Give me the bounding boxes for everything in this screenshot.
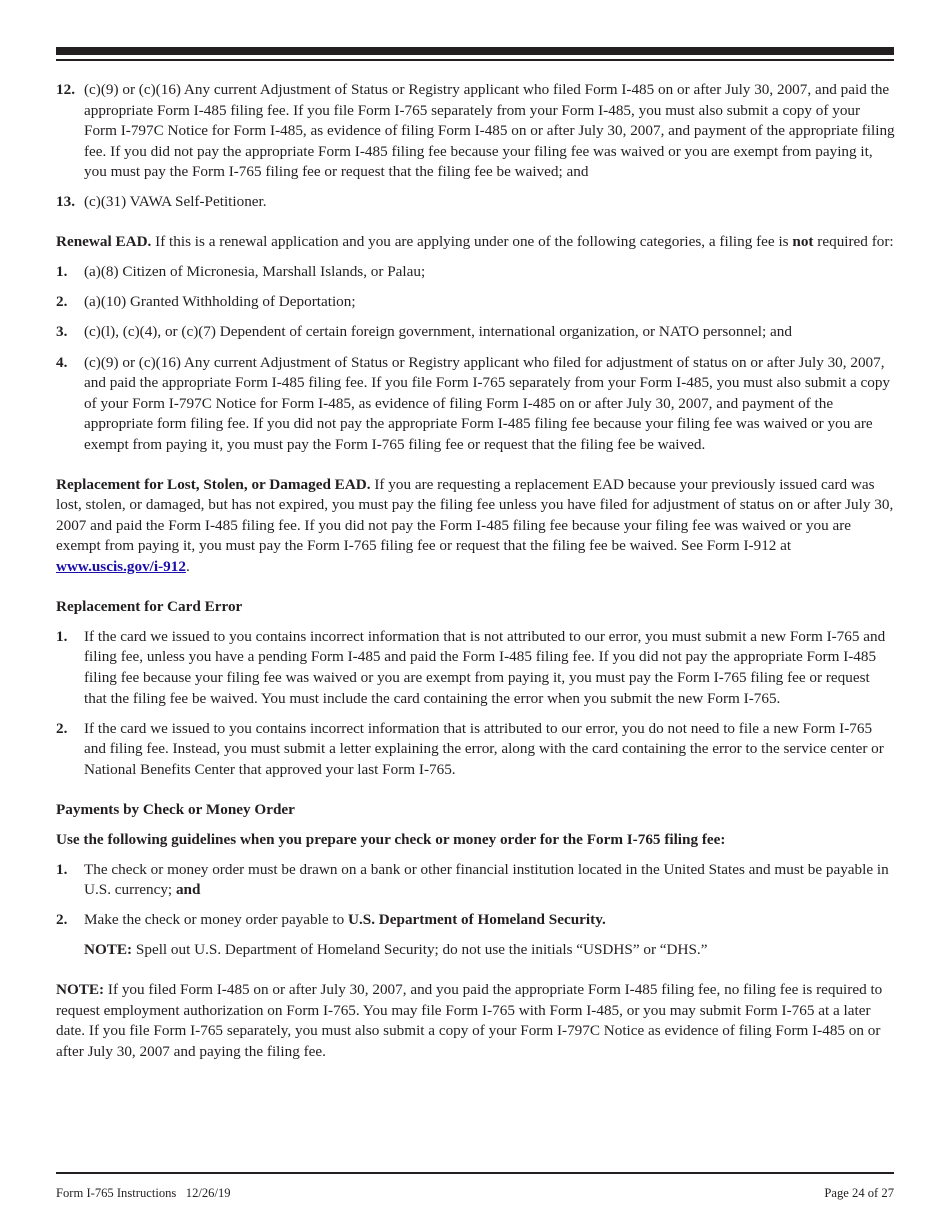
- item-number: 4.: [56, 353, 68, 371]
- item-number: 12.: [56, 81, 75, 98]
- renewal-bold: not: [792, 233, 814, 251]
- list-item: [56, 192, 896, 213]
- item-number: 1.: [56, 263, 68, 281]
- card-error-heading: Replacement for Card Error: [56, 597, 243, 615]
- sentence-end: .: [185, 557, 190, 575]
- header-rule-thin: [56, 59, 894, 61]
- item-text: (a)(8) Citizen of Micronesia, Marshall Islands, or Palau;: [84, 263, 426, 281]
- list-item: [56, 627, 896, 709]
- final-note: [56, 980, 896, 1062]
- item-text: If the card we issued to you contains incorrect information that is attributed to our error, you do not need to file a new Form I-765 and filing fee. Instead, you must submit a letter explaining the error, along with the card containing the error to the service center or National Benefits Center that approved your last Form I-765.: [84, 719, 884, 778]
- item-text-bold: U.S. Department of Homeland Security.: [348, 911, 606, 929]
- payments-heading: Payments by Check or Money Order: [56, 800, 295, 818]
- header-rule-thick: [56, 47, 894, 55]
- item-text: (c)(l), (c)(4), or (c)(7) Dependent of certain foreign government, international organization, or NATO personnel; and: [84, 323, 792, 341]
- payments-note: [84, 940, 896, 961]
- note-text: If you filed Form I-485 on or after July 30, 2007, and you paid the appropriate Form I-485 filing fee, no filing fee is required to request employment authorization on Form I-765. You may file Form I-765 with Form I-485, or you may submit Form I-765 at a later date. If you file Form I-765 separately, you must also submit a copy of your Form I-797C Notice as evidence of filing Form I-485 on or after July 30, 2007 and paying the filing fee.: [56, 981, 883, 1060]
- item-number: 1.: [56, 627, 68, 645]
- footer-page-number: Page 24 of 27: [824, 1186, 894, 1200]
- footer-rule: [56, 1172, 894, 1174]
- renewal-text: If this is a renewal application and you are applying under one of the following categories, a filing fee is: [151, 233, 793, 251]
- list-item: [56, 80, 896, 183]
- item-number: 2.: [56, 293, 68, 311]
- note-text: Spell out U.S. Department of Homeland Security; do not use the initials “USDHS” or “DHS.”: [132, 941, 708, 959]
- i912-link[interactable]: www.uscis.gov/i-912: [56, 557, 186, 575]
- item-text: If the card we issued to you contains incorrect information that is not attributed to our error, you must submit a new Form I-765 and filing fee, unless you have a pending Form I-485 and paid the Form I-485 filing fee. If you did not pay the appropriate Form I-485 filing fee because your filing fee was waived or you are exempt from paying it, you must pay the Form I-765 filing fee or request that the filing fee be waived. You must include the card containing the error when you submit the new Form I-765.: [84, 627, 886, 707]
- item-text: [84, 860, 896, 901]
- list-item: [56, 292, 896, 313]
- item-number: 1.: [56, 860, 68, 878]
- item-number: 2.: [56, 911, 68, 929]
- renewal-paragraph: [56, 232, 896, 253]
- list-item: [56, 262, 896, 283]
- item-text: (c)(31) VAWA Self-Petitioner.: [84, 193, 267, 211]
- list-item: [56, 353, 896, 456]
- list-item: [56, 910, 896, 931]
- item-text: (c)(9) or (c)(16) Any current Adjustment of Status or Registry applicant who filed for adjustment of status on or after July 30, 2007, and paid the appropriate Form I-485 filing fee. If you file Form I-765 separately from your Form I-485, you must also submit a copy of your Form I-797C Notice for Form I-485, as evidence of filing Form I-485 on or after July 30, 2007, and payment of the appropriate form filing fee. If you did not pay the appropriate Form I-485 filing fee because your filing fee was waived or you are exempt from paying it, you must pay the Form I-765 filing fee or request that the filing fee be waived.: [84, 353, 891, 453]
- item-text-body: The check or money order must be drawn on a bank or other financial institution located in the United States and must be payable in U.S. currency;: [84, 860, 889, 899]
- item-number: 2.: [56, 719, 68, 737]
- replacement-lost-paragraph: [56, 475, 896, 578]
- page-content: [56, 80, 896, 1072]
- item-text-bold: and: [175, 881, 201, 899]
- list-item: [56, 719, 896, 781]
- item-text-body: Make the check or money order payable to: [84, 911, 348, 929]
- item-text: (a)(10) Granted Withholding of Deportation;: [84, 293, 356, 311]
- note-label: NOTE:: [84, 941, 133, 959]
- item-text: [84, 910, 896, 931]
- item-number: 3.: [56, 323, 68, 341]
- item-number: 13.: [56, 193, 75, 211]
- note-label: NOTE:: [56, 981, 105, 999]
- renewal-text-end: required for:: [813, 233, 894, 251]
- replacement-lost-text: If you are requesting a replacement EAD because your previously issued card was lost, stolen, or damaged, but has not expired, you must pay the filing fee unless you have filed for adjustment of status on or after July 30, 2007 and paid the Form I-485 filing fee. If you did not pay the Form I-485 filing fee because your filing fee was waived or you are exempt from paying it, you must pay the Form I-765 filing fee or request that the filing fee be waived. See Form I-912 at: [56, 475, 894, 555]
- list-item: [56, 860, 896, 901]
- item-text: (c)(9) or (c)(16) Any current Adjustment of Status or Registry applicant who filed Form I-485 on or after July 30, 2007, and paid the appropriate Form I-485 filing fee. If you file Form I-765 separately from your Form I-485, you must also submit a copy of your Form I-797C Notice for Form I-485, as evidence of filing Form I-485 on or after July 30, 2007, and payment of the appropriate filing fee. If you did not pay the appropriate Form I-485 filing fee because your filing fee was waived or you are exempt from paying it, you must pay the Form I-765 filing fee or request that the filing fee be waived; and: [84, 81, 895, 181]
- payments-subheading: Use the following guidelines when you prepare your check or money order for the Form I-765 filing fee:: [56, 830, 726, 848]
- replacement-lost-heading: Replacement for Lost, Stolen, or Damaged EAD.: [56, 475, 371, 493]
- footer-form-id: Form I-765 Instructions 12/26/19: [56, 1186, 231, 1200]
- list-item: [56, 322, 896, 343]
- renewal-heading: Renewal EAD.: [56, 233, 152, 251]
